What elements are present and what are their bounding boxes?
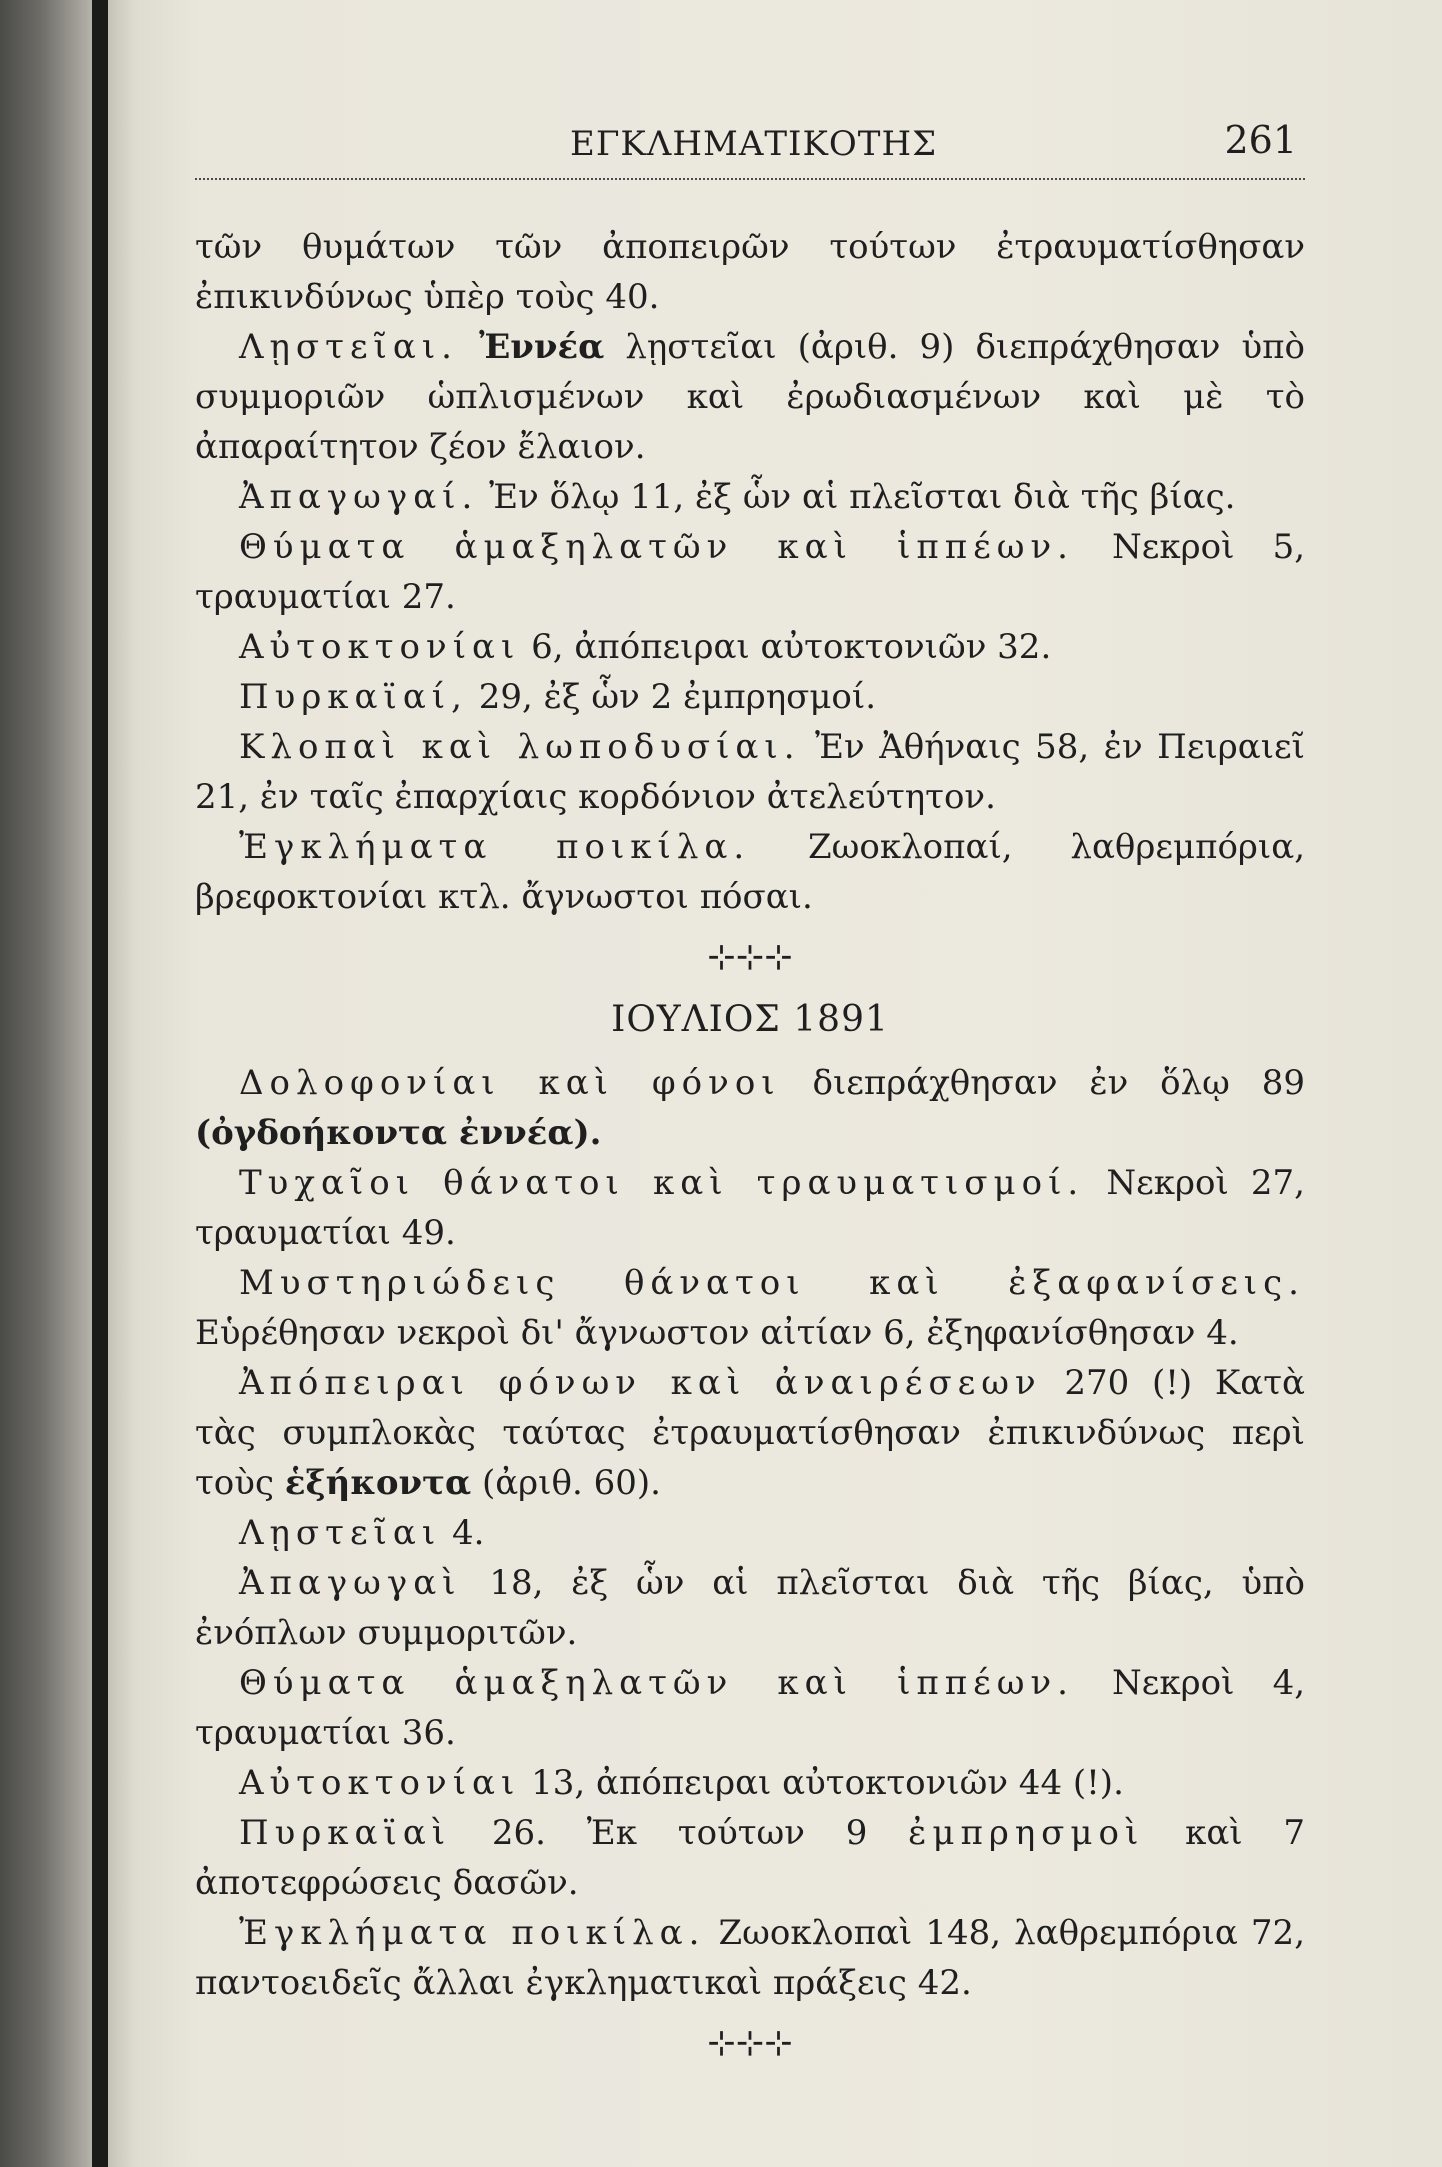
paragraph-text: διεπράχθησαν ἐν ὅλῳ 89: [812, 1063, 1305, 1103]
paragraph-thefts-june: [195, 722, 1305, 822]
paragraph-label: Ἐγκλήματα ποικίλα.: [239, 1913, 706, 1953]
paragraph-text: τῶν θυμάτων τῶν ἀποπειρῶν τούτων ἐτραυματίσθησαν ἐπικινδύνως ὑπὲρ τοὺς 40.: [195, 227, 1305, 317]
paragraph-text: 13, ἀπόπειραι αὐτοκτονιῶν 44 (!).: [531, 1763, 1124, 1803]
paragraph-murders-july: [195, 1058, 1305, 1158]
paragraph-label: Μυστηριώδεις θάνατοι καὶ ἐξαφανίσεις.: [239, 1263, 1305, 1303]
paragraph-text: Ἐν ὅλῳ 11, ἐξ ὧν αἱ πλεῖσται διὰ τῆς βίας.: [489, 477, 1236, 517]
paragraph-tail: (ἀριθ. 60).: [481, 1463, 661, 1503]
paragraph-text: 29, ἐξ ὧν 2 ἐμπρησμοί.: [478, 677, 877, 717]
book-gutter: [92, 0, 108, 2167]
paragraph-label: Λῃστεῖαι.: [239, 327, 458, 367]
paragraph-misc-crimes-june: [195, 822, 1305, 922]
paragraph-fires-july: [195, 1808, 1305, 1908]
paragraph-label: Αὐτοκτονίαι: [239, 627, 521, 667]
paragraph-label: Θύματα ἁμαξηλατῶν καὶ ἱππέων.: [239, 1663, 1074, 1703]
paragraph-fires-june: [195, 672, 1305, 722]
paragraph-label: Λῃστεῖαι: [239, 1513, 442, 1553]
paragraph-text: 26. Ἐκ τούτων 9: [491, 1813, 868, 1853]
section-ornament: ⊹⊹⊹: [707, 937, 793, 977]
paragraph-label: Τυχαῖοι θάνατοι καὶ τραυματισμοί.: [239, 1163, 1085, 1203]
paragraph-text: 18, ἐξ ὧν αἱ πλεῖσται διὰ τῆς βίας, ὑπὸ ἐνόπλων συμμοριτῶν.: [195, 1563, 1306, 1653]
paragraph-label: Δολοφονίαι καὶ φόνοι: [239, 1063, 781, 1103]
paragraph-tail: καὶ 7 ἀποτεφρώσεις δασῶν.: [195, 1813, 1306, 1903]
body-text: [195, 222, 1305, 2074]
paragraph-mysterious-deaths-july: [195, 1258, 1305, 1358]
paragraph-robberies-june: [195, 322, 1305, 472]
paragraph-text: Ἐν Ἀθήναις 58, ἐν Πειραιεῖ 21, ἐν ταῖς ἐπαρχίαις κορδόνιον ἀτελεύτητον.: [195, 727, 1306, 817]
paragraph-label: Ἐγκλήματα ποικίλα.: [239, 827, 751, 867]
paragraph-label: Θύματα ἁμαξηλατῶν καὶ ἱππέων.: [239, 527, 1074, 567]
paragraph-label: Ἀπόπειραι φόνων καὶ ἀναιρέσεων: [239, 1363, 1042, 1403]
paragraph-text: Νεκροὶ 27, τραυματίαι 49.: [195, 1163, 1305, 1253]
closing-ornament: ⊹⊹⊹: [707, 2023, 793, 2063]
paragraph-text: Νεκροὶ 4, τραυματίαι 36.: [195, 1663, 1306, 1753]
paragraph-accidental-deaths-july: [195, 1158, 1305, 1258]
paragraph-text: Εὑρέθησαν νεκροὶ δι' ἄγνωστον αἰτίαν 6, ἐξηφανίσθησαν 4.: [195, 1313, 1239, 1353]
paragraph-traffic-victims-july: [195, 1658, 1305, 1758]
paragraph-abductions-july: [195, 1558, 1305, 1658]
paragraph-misc-crimes-july: [195, 1908, 1305, 2008]
paragraph-label: Ἀπαγωγαὶ: [239, 1563, 462, 1603]
page-header: [195, 118, 1305, 174]
paragraph-text: Ζωοκλοπαί, λαθρεμπόρια, βρεφοκτονίαι κτλ. ἄγνωστοι πόσαι.: [195, 827, 1305, 917]
paragraph-abductions-june: [195, 472, 1305, 522]
page-number: 261: [1224, 118, 1297, 162]
running-title: ΕΓΚΛΗΜΑΤΙΚΟΤΗΣ: [570, 124, 938, 164]
paragraph-continuation: [195, 222, 1305, 322]
paragraph-text: Νεκροὶ 5, τραυματίαι 27.: [195, 527, 1306, 617]
paragraph-text: 6, ἀπόπειραι αὐτοκτονιῶν 32.: [531, 627, 1052, 667]
paragraph-emphasis: (ὀγδοήκοντα ἐννέα).: [195, 1113, 602, 1153]
paragraph-label: Πυρκαϊαὶ: [239, 1813, 452, 1853]
paragraph-label: Πυρκαϊαί,: [239, 677, 468, 717]
paragraph-text: Ζωοκλοπαὶ 148, λαθρεμπόρια 72, παντοειδεῖς ἄλλαι ἐγκληματικαὶ πράξεις 42.: [195, 1913, 1305, 2003]
paragraph-suicides-june: [195, 622, 1305, 672]
paragraph-label: Ἀπαγωγαί.: [239, 477, 479, 517]
paragraph-text: 4.: [452, 1513, 485, 1553]
section-title: ΙΟΥΛΙΟΣ 1891: [611, 999, 889, 1040]
paragraph-traffic-victims-june: [195, 522, 1305, 622]
paragraph-suicides-july: [195, 1758, 1305, 1808]
paragraph-robberies-july: [195, 1508, 1305, 1558]
paragraph-text: λῃστεῖαι (ἀριθ. 9) διεπράχθησαν ὑπὸ συμμοριῶν ὡπλισμένων καὶ ἐρωδιασμένων καὶ μὲ τὸ ἀπαραίτητον ζέον ἔλαιον.: [195, 327, 1306, 467]
paragraph-text: 270 (!) Κατὰ τὰς συμπλοκὰς ταύτας ἐτραυματίσθησαν ἐπικινδύνως περὶ τοὺς: [195, 1363, 1305, 1503]
paragraph-emphasis: Ἐννέα: [479, 327, 605, 367]
paragraph-attempted-murders-july: [195, 1358, 1305, 1508]
paragraph-label: Κλοπαὶ καὶ λωποδυσίαι.: [239, 727, 801, 767]
paragraph-label: Αὐτοκτονίαι: [239, 1763, 521, 1803]
paragraph-emphasis: ἑξήκοντα: [284, 1463, 472, 1503]
paragraph-spaced-word: ἐμπρησμοὶ: [908, 1813, 1145, 1853]
header-rule: [195, 178, 1305, 180]
